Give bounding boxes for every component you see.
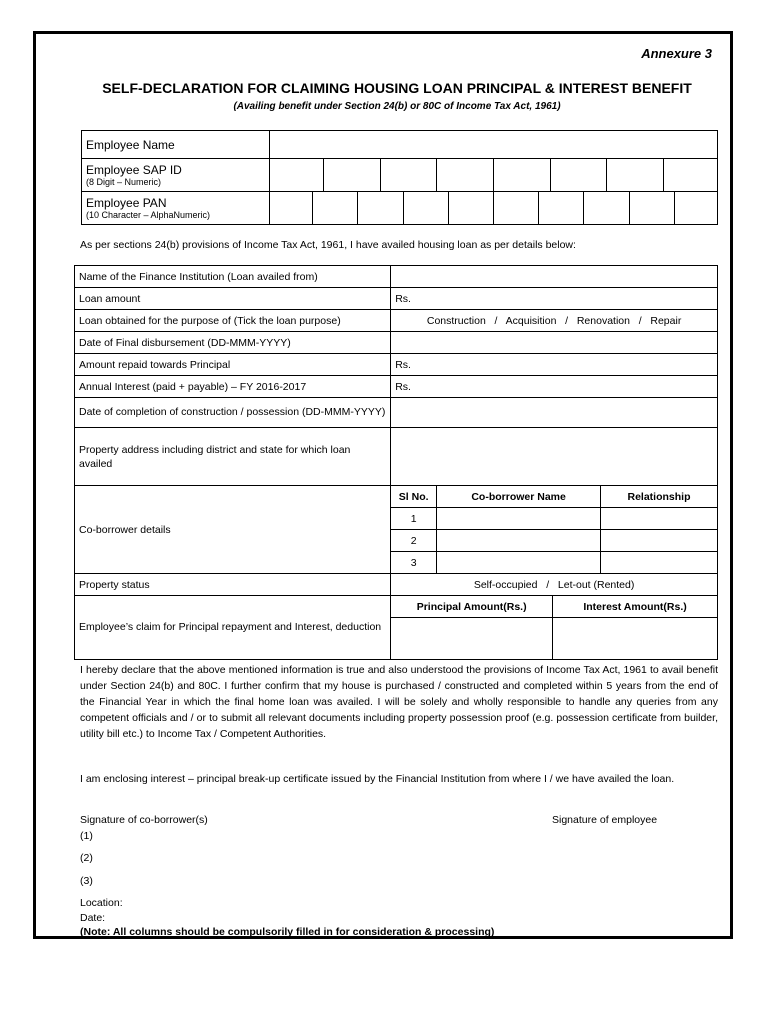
sap-digit-box[interactable] — [380, 159, 437, 191]
pan-char-box[interactable] — [358, 192, 403, 224]
principal-repaid-label: Amount repaid towards Principal — [75, 354, 391, 376]
sl-no-header: Sl No. — [391, 486, 437, 508]
pan-char-box[interactable] — [403, 192, 448, 224]
pan-char-box[interactable] — [674, 192, 717, 224]
form-title: SELF-DECLARATION FOR CLAIMING HOUSING LOAN PRINCIPAL & INTEREST BENEFIT — [102, 80, 692, 96]
employee-sap-label: Employee SAP ID (8 Digit – Numeric) — [82, 159, 270, 192]
employee-name-label: Employee Name — [82, 131, 270, 159]
employee-signature-label: Signature of employee — [552, 814, 658, 826]
claim-label: Employee’s claim for Principal repayment and Interest, deduction — [75, 596, 391, 660]
coborrower-row-number: 1 — [391, 508, 437, 530]
signature-line-1: (1) — [80, 830, 93, 842]
interest-amount-input[interactable] — [553, 618, 718, 660]
relationship-input[interactable] — [601, 530, 718, 552]
property-address-input[interactable] — [391, 428, 718, 486]
loan-purpose-label: Loan obtained for the purpose of (Tick the loan purpose) — [75, 310, 391, 332]
principal-amount-input[interactable] — [391, 618, 553, 660]
property-status-label: Property status — [75, 574, 391, 596]
pan-char-box[interactable] — [313, 192, 358, 224]
sap-digit-box[interactable] — [550, 159, 607, 191]
loan-amount-label: Loan amount — [75, 288, 391, 310]
signature-line-2: (2) — [80, 852, 93, 864]
employee-table — [81, 130, 718, 225]
completion-date-input[interactable] — [391, 398, 718, 428]
intro-text: As per sections 24(b) provisions of Income Tax Act, 1961, I have availed housing loan as per details below: — [80, 239, 576, 251]
coborrower-name-input[interactable] — [437, 530, 601, 552]
relationship-header: Relationship — [601, 486, 718, 508]
pan-char-box[interactable] — [584, 192, 629, 224]
principal-amount-header: Principal Amount(Rs.) — [391, 596, 553, 618]
property-address-label: Property address including district and state for which loan availed — [75, 428, 391, 486]
coborrower-details-label: Co-borrower details — [75, 486, 391, 574]
signature-line-3: (3) — [80, 875, 93, 887]
finance-institution-input[interactable] — [391, 266, 718, 288]
relationship-input[interactable] — [601, 552, 718, 574]
coborrower-name-input[interactable] — [437, 508, 601, 530]
coborrower-name-header: Co-borrower Name — [437, 486, 601, 508]
sap-digit-box[interactable] — [493, 159, 550, 191]
declaration-text: I hereby declare that the above mentioned information is true and also understood the provisions of Income Tax Act, 1961 to avail benefit under Section 24(b) and 80C. I further confirm that my house is purchased / constructed and completed within 5 years from the end of the Financial Year in which the final home loan was availed. I will be solely and wholly responsible to handle any queries from any competent officials and / or to submit all relevant documents including property possession proof (e.g. possession certificate from builder, utility bill etc.) to Income Tax / Competent Authorities. — [80, 664, 718, 740]
form-frame — [33, 31, 733, 939]
loan-details-table — [74, 265, 718, 660]
pan-char-box[interactable] — [448, 192, 493, 224]
pan-char-box[interactable] — [629, 192, 674, 224]
property-status-options[interactable]: Self-occupied / Let-out (Rented) — [391, 574, 718, 596]
sap-digit-box[interactable] — [663, 159, 717, 191]
coborrower-signature-label: Signature of co-borrower(s) — [80, 814, 208, 826]
enclosing-text: I am enclosing interest – principal break-up certificate issued by the Financial Institution from where I / we have availed the loan. — [80, 773, 675, 785]
annual-interest-input[interactable]: Rs. — [391, 376, 718, 398]
employee-pan-label: Employee PAN (10 Character – AlphaNumeric) — [82, 192, 270, 225]
location-label: Location: — [80, 897, 123, 909]
date-label: Date: — [80, 912, 106, 924]
footer-note: (Note: All columns should be compulsorily filled in for consideration & processing) — [80, 926, 495, 938]
final-disbursement-label: Date of Final disbursement (DD-MMM-YYYY) — [75, 332, 391, 354]
coborrower-row-number: 3 — [391, 552, 437, 574]
sap-digit-box[interactable] — [607, 159, 664, 191]
completion-date-label: Date of completion of construction / possession (DD-MMM-YYYY) — [75, 398, 391, 428]
form-subtitle: (Availing benefit under Section 24(b) or 80C of Income Tax Act, 1961) — [233, 101, 561, 112]
finance-institution-label: Name of the Finance Institution (Loan availed from) — [75, 266, 391, 288]
annexure-label: Annexure 3 — [641, 46, 712, 61]
coborrower-name-input[interactable] — [437, 552, 601, 574]
annual-interest-label: Annual Interest (paid + payable) – FY 2016-2017 — [75, 376, 391, 398]
pan-char-box[interactable] — [539, 192, 584, 224]
interest-amount-header: Interest Amount(Rs.) — [553, 596, 718, 618]
sap-digit-box[interactable] — [270, 159, 324, 191]
sap-boxes — [270, 159, 718, 192]
sap-digit-box[interactable] — [437, 159, 494, 191]
employee-name-input[interactable] — [270, 131, 718, 159]
loan-purpose-options[interactable]: Construction / Acquisition / Renovation / Repair — [391, 310, 718, 332]
pan-boxes — [270, 192, 718, 225]
final-disbursement-input[interactable] — [391, 332, 718, 354]
loan-amount-input[interactable]: Rs. — [391, 288, 718, 310]
pan-char-box[interactable] — [493, 192, 538, 224]
coborrower-row-number: 2 — [391, 530, 437, 552]
sap-digit-box[interactable] — [324, 159, 381, 191]
relationship-input[interactable] — [601, 508, 718, 530]
principal-repaid-input[interactable]: Rs. — [391, 354, 718, 376]
pan-char-box[interactable] — [270, 192, 313, 224]
